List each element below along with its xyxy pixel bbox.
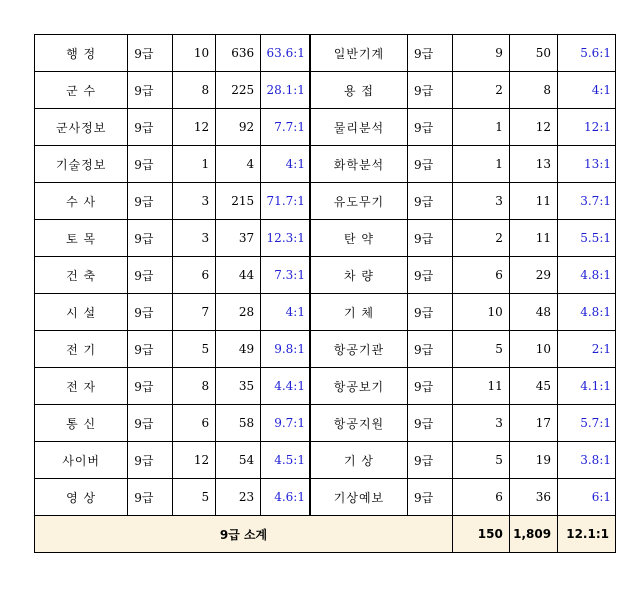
- table-row: [35, 146, 616, 183]
- grade: 9급: [408, 72, 453, 109]
- field-name: 유도무기: [310, 183, 408, 220]
- applicants: 28: [216, 294, 261, 331]
- competition-ratio: 3.7:1: [558, 183, 616, 220]
- grade: 9급: [408, 405, 453, 442]
- field-name: 물리분석: [310, 109, 408, 146]
- applicants: 10: [509, 331, 557, 368]
- positions: 5: [453, 331, 510, 368]
- positions: 10: [453, 294, 510, 331]
- applicants: 4: [216, 146, 261, 183]
- grade: 9급: [128, 257, 173, 294]
- positions: 3: [173, 183, 216, 220]
- applicants: 23: [216, 479, 261, 516]
- applicants: 11: [509, 183, 557, 220]
- field-name: 전 자: [35, 368, 128, 405]
- summary-applicants: 1,809: [509, 516, 557, 553]
- competition-ratio: 4.4:1: [261, 368, 310, 405]
- grade: 9급: [408, 294, 453, 331]
- positions: 12: [173, 442, 216, 479]
- field-name: 군사정보: [35, 109, 128, 146]
- field-name: 항공지원: [310, 405, 408, 442]
- grade: 9급: [128, 442, 173, 479]
- applicants: 29: [509, 257, 557, 294]
- grade: 9급: [128, 146, 173, 183]
- table-row: [35, 331, 616, 368]
- field-name: 기 상: [310, 442, 408, 479]
- table-row: [35, 35, 616, 72]
- applicants: 17: [509, 405, 557, 442]
- applicants: 45: [509, 368, 557, 405]
- table-container: [34, 34, 616, 553]
- competition-ratio: 4:1: [261, 146, 310, 183]
- positions: 5: [173, 479, 216, 516]
- applicants: 636: [216, 35, 261, 72]
- applicants: 54: [216, 442, 261, 479]
- grade: 9급: [128, 368, 173, 405]
- grade: 9급: [408, 257, 453, 294]
- applicants: 48: [509, 294, 557, 331]
- summary-positions: 150: [453, 516, 510, 553]
- positions: 3: [173, 220, 216, 257]
- field-name: 차 량: [310, 257, 408, 294]
- recruitment-table: [34, 34, 616, 553]
- competition-ratio: 5.6:1: [558, 35, 616, 72]
- applicants: 58: [216, 405, 261, 442]
- positions: 5: [173, 331, 216, 368]
- positions: 11: [453, 368, 510, 405]
- field-name: 기상예보: [310, 479, 408, 516]
- grade: 9급: [408, 183, 453, 220]
- applicants: 13: [509, 146, 557, 183]
- grade: 9급: [408, 35, 453, 72]
- field-name: 통 신: [35, 405, 128, 442]
- field-name: 영 상: [35, 479, 128, 516]
- field-name: 기술정보: [35, 146, 128, 183]
- competition-ratio: 9.8:1: [261, 331, 310, 368]
- applicants: 8: [509, 72, 557, 109]
- positions: 1: [453, 109, 510, 146]
- competition-ratio: 6:1: [558, 479, 616, 516]
- field-name: 전 기: [35, 331, 128, 368]
- grade: 9급: [128, 72, 173, 109]
- positions: 9: [453, 35, 510, 72]
- applicants: 44: [216, 257, 261, 294]
- competition-ratio: 4.8:1: [558, 257, 616, 294]
- competition-ratio: 9.7:1: [261, 405, 310, 442]
- grade: 9급: [408, 442, 453, 479]
- field-name: 항공기관: [310, 331, 408, 368]
- table-row: [35, 368, 616, 405]
- field-name: 행 정: [35, 35, 128, 72]
- table-row: [35, 442, 616, 479]
- positions: 10: [173, 35, 216, 72]
- grade: 9급: [408, 109, 453, 146]
- grade: 9급: [128, 405, 173, 442]
- applicants: 49: [216, 331, 261, 368]
- field-name: 군 수: [35, 72, 128, 109]
- competition-ratio: 7.7:1: [261, 109, 310, 146]
- competition-ratio: 4.8:1: [558, 294, 616, 331]
- competition-ratio: 12.3:1: [261, 220, 310, 257]
- competition-ratio: 4:1: [261, 294, 310, 331]
- field-name: 일반기계: [310, 35, 408, 72]
- positions: 2: [453, 72, 510, 109]
- summary-ratio: 12.1:1: [558, 516, 616, 553]
- table-row: [35, 479, 616, 516]
- grade: 9급: [128, 479, 173, 516]
- field-name: 항공보기: [310, 368, 408, 405]
- competition-ratio: 5.5:1: [558, 220, 616, 257]
- field-name: 사이버: [35, 442, 128, 479]
- competition-ratio: 5.7:1: [558, 405, 616, 442]
- applicants: 19: [509, 442, 557, 479]
- applicants: 92: [216, 109, 261, 146]
- competition-ratio: 63.6:1: [261, 35, 310, 72]
- positions: 1: [453, 146, 510, 183]
- competition-ratio: 28.1:1: [261, 72, 310, 109]
- applicants: 50: [509, 35, 557, 72]
- applicants: 12: [509, 109, 557, 146]
- positions: 8: [173, 72, 216, 109]
- grade: 9급: [128, 183, 173, 220]
- grade: 9급: [128, 331, 173, 368]
- applicants: 11: [509, 220, 557, 257]
- competition-ratio: 13:1: [558, 146, 616, 183]
- grade: 9급: [128, 220, 173, 257]
- positions: 6: [453, 479, 510, 516]
- positions: 6: [453, 257, 510, 294]
- table-row: [35, 183, 616, 220]
- applicants: 225: [216, 72, 261, 109]
- positions: 3: [453, 183, 510, 220]
- field-name: 기 체: [310, 294, 408, 331]
- summary-label: 9급 소계: [35, 516, 453, 553]
- applicants: 37: [216, 220, 261, 257]
- grade: 9급: [128, 109, 173, 146]
- competition-ratio: 3.8:1: [558, 442, 616, 479]
- field-name: 시 설: [35, 294, 128, 331]
- competition-ratio: 4:1: [558, 72, 616, 109]
- grade: 9급: [128, 35, 173, 72]
- competition-ratio: 4.1:1: [558, 368, 616, 405]
- competition-ratio: 2:1: [558, 331, 616, 368]
- table-row: [35, 109, 616, 146]
- positions: 2: [453, 220, 510, 257]
- competition-ratio: 4.6:1: [261, 479, 310, 516]
- positions: 1: [173, 146, 216, 183]
- positions: 6: [173, 405, 216, 442]
- table-row: [35, 257, 616, 294]
- competition-ratio: 71.7:1: [261, 183, 310, 220]
- positions: 6: [173, 257, 216, 294]
- positions: 8: [173, 368, 216, 405]
- positions: 5: [453, 442, 510, 479]
- grade: 9급: [408, 331, 453, 368]
- table-row: [35, 220, 616, 257]
- table-body: [35, 35, 616, 553]
- grade: 9급: [408, 220, 453, 257]
- table-row: [35, 405, 616, 442]
- grade: 9급: [408, 146, 453, 183]
- field-name: 화학분석: [310, 146, 408, 183]
- field-name: 토 목: [35, 220, 128, 257]
- table-row: [35, 294, 616, 331]
- grade: 9급: [408, 479, 453, 516]
- applicants: 35: [216, 368, 261, 405]
- field-name: 용 접: [310, 72, 408, 109]
- competition-ratio: 12:1: [558, 109, 616, 146]
- positions: 7: [173, 294, 216, 331]
- grade: 9급: [408, 368, 453, 405]
- summary-row: [35, 516, 616, 553]
- applicants: 215: [216, 183, 261, 220]
- competition-ratio: 7.3:1: [261, 257, 310, 294]
- field-name: 건 축: [35, 257, 128, 294]
- applicants: 36: [509, 479, 557, 516]
- field-name: 탄 약: [310, 220, 408, 257]
- grade: 9급: [128, 294, 173, 331]
- positions: 12: [173, 109, 216, 146]
- table-row: [35, 72, 616, 109]
- field-name: 수 사: [35, 183, 128, 220]
- positions: 3: [453, 405, 510, 442]
- competition-ratio: 4.5:1: [261, 442, 310, 479]
